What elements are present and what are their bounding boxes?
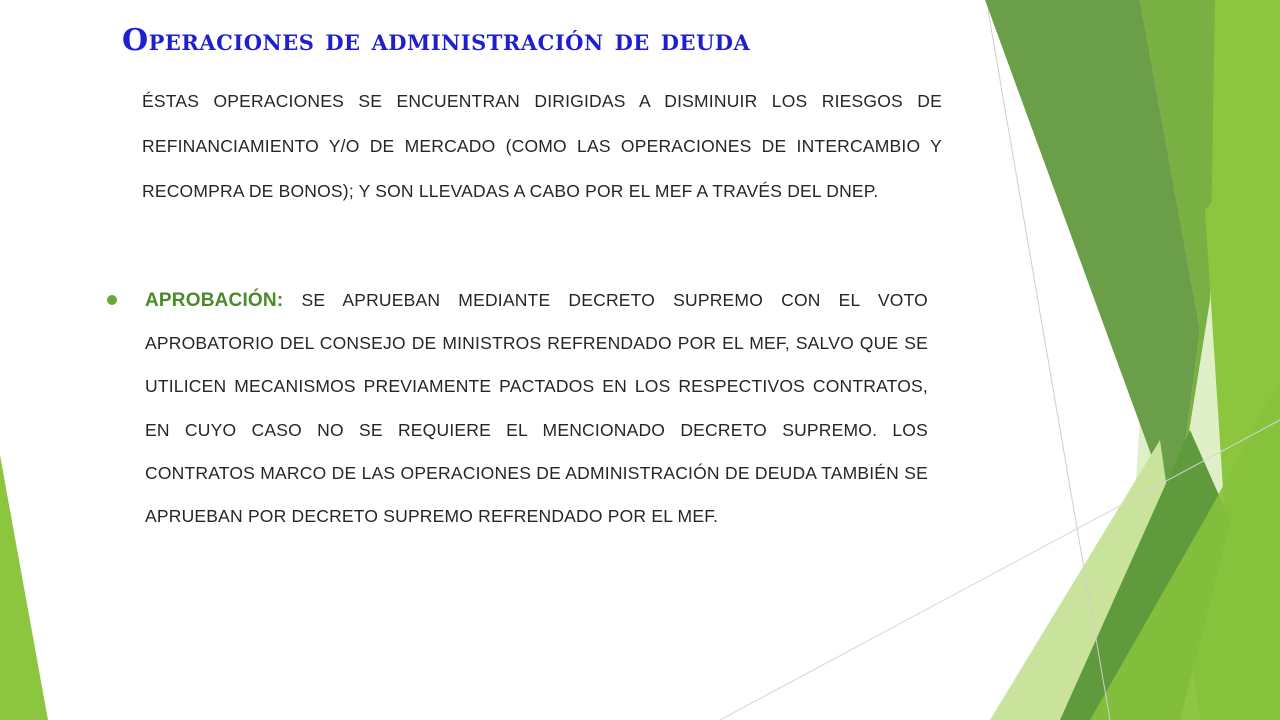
slide-title: Operaciones de administración de deuda [122, 23, 751, 58]
bullet-item-aprobacion [145, 279, 928, 538]
bullet-label: APROBACIÓN: [145, 290, 284, 311]
bullet-text: SE APRUEBAN MEDIANTE DECRETO SUPREMO CON EL VOTO APROBATORIO DEL CONSEJO DE MINISTROS REFRENDADO POR EL MEF, SALVO QUE SE UTILICEN MECANISMOS PREVIAMENTE PACTADOS EN LOS RESPECTIVOS CONTRATOS, EN CUYO CASO NO SE REQUIERE EL MENCIONADO DECRETO SUPREMO. LOS CONTRATOS MARCO DE LAS OPERACIONES DE ADMINISTRACIÓN DE DEUDA TAMBIÉN SE APRUEBAN POR DECRETO SUPREMO REFRENDADO POR EL MEF. [145, 290, 928, 527]
bullet-dot-icon [107, 295, 117, 305]
left-green-sliver [0, 455, 48, 720]
intro-paragraph: ÉSTAS OPERACIONES SE ENCUENTRAN DIRIGIDAS A DISMINUIR LOS RIESGOS DE REFINANCIAMIENTO Y/O DE MERCADO (COMO LAS OPERACIONES DE INTERCAMBIO Y RECOMPRA DE BONOS); Y SON LLEVADAS A CABO POR EL MEF A TRAVÉS DEL DNEP. [142, 91, 942, 201]
